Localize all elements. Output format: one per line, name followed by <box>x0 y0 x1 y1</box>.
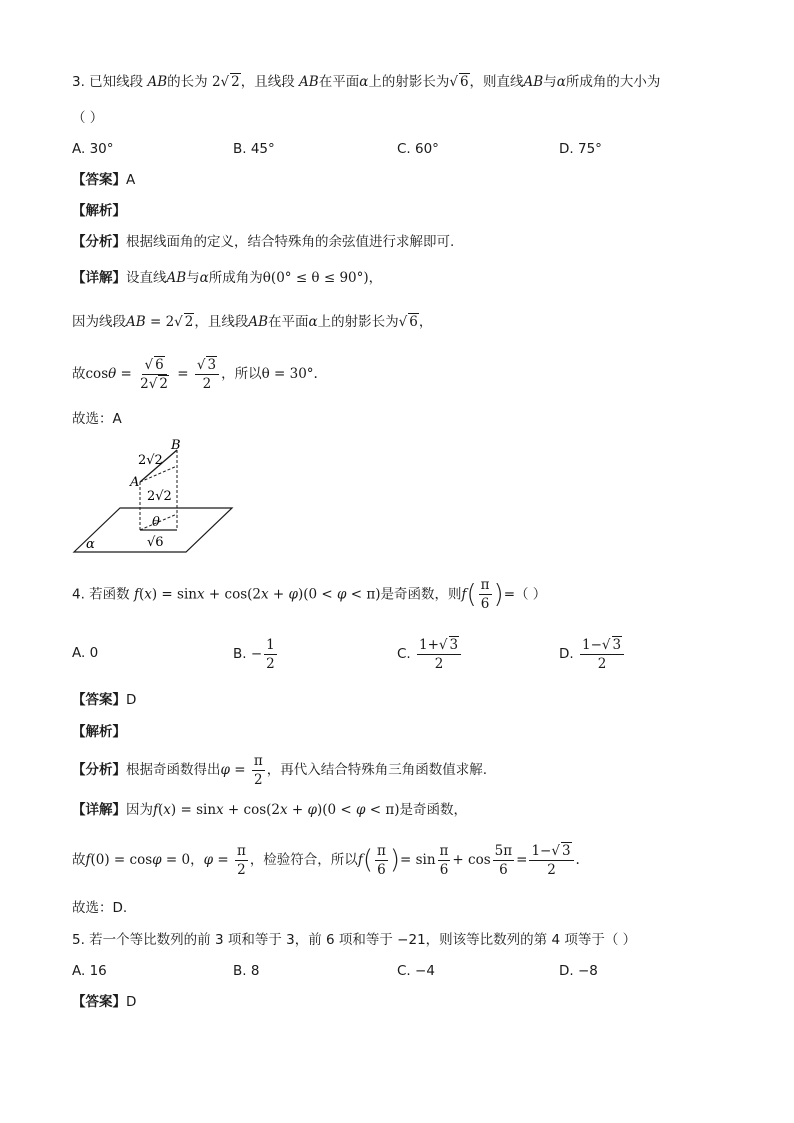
label-alpha: α <box>86 537 95 552</box>
q4-detail: 【详解】因为f(x) = sinx + cos(2x + φ)(0 < φ < π)是奇函数， <box>72 802 468 818</box>
q3-option-d: D. 75° <box>559 141 602 157</box>
q4-analysis-tag: 【解析】 <box>72 724 126 740</box>
q5-option-a: A. 16 <box>72 963 107 979</box>
q5-stem: 5. 若一个等比数列的前 3 项和等于 3，前 6 项和等于 −21，则该等比数列的第 4 项等于（ ） <box>72 932 637 948</box>
label-theta: θ <box>152 515 160 530</box>
q3-stem: 3. 已知线段 AB的长为 2√ 2，且线段 AB在平面α上的射影长为√ 6，则直线AB与α所成角的大小为 <box>72 74 661 90</box>
q3-fenxi: 【分析】根据线面角的定义，结合特殊角的余弦值进行求解即可. <box>72 234 455 250</box>
q4-option-d: D. $\frac{1-√ 3}{2}$ <box>559 634 626 674</box>
q3-answer: 【答案】A <box>72 172 136 188</box>
q4-stem: 4. 若函数 f(x) = sinx + cos(2x + φ)(0 < φ < π)是奇函数，则f( $\frac{\pi}{6}$ )=（ ） <box>72 577 547 612</box>
q3-option-a: A. 30° <box>72 141 114 157</box>
label-a: A <box>130 475 140 490</box>
q3-option-c: C. 60° <box>397 141 439 157</box>
q3-figure <box>70 436 240 556</box>
q4-choose: 故选：D. <box>72 900 128 916</box>
q4-option-b: B. − $\frac{1}{2}$ <box>233 636 275 672</box>
label-len-vert: 2√2 <box>147 489 172 504</box>
q3-paren: （ ） <box>72 110 104 126</box>
label-len-ab: 2√2 <box>138 453 163 468</box>
q3-detail: 【详解】设直线AB与α所成角为θ(0° ≤ θ ≤ 90°)， <box>72 270 383 286</box>
label-proj: √6 <box>147 535 164 550</box>
q3-option-b: B. 45° <box>233 141 275 157</box>
q4-option-a: A. 0 <box>72 645 99 661</box>
q3-because: 因为线段AB = 2√ 2，且线段AB在平面α上的射影长为√ 6， <box>72 314 433 330</box>
q5-option-d: D. −8 <box>559 963 598 979</box>
q5-answer: 【答案】D <box>72 994 137 1010</box>
q5-option-b: B. 8 <box>233 963 260 979</box>
q4-answer: 【答案】D <box>72 692 137 708</box>
q3-so: 故cosθ = $\frac{√ 6}{2√ 2}$ = $\frac{√ 3}{2}$ ，所以θ = 30°. <box>72 356 318 392</box>
q5-option-c: C. −4 <box>397 963 435 979</box>
q4-option-c: C. $\frac{1+√ 3}{2}$ <box>397 634 463 674</box>
q3-choose: 故选：A <box>72 411 122 427</box>
q4-so: 故f(0) = cosφ = 0，φ = $\frac{\pi}{2}$ ，检验符合，所以f( $\frac{\pi}{6}$ )= sin $\frac{\pi}{6}$ + cos $\frac{5\pi}{6}$ = $\frac{1-√ 3}{2}$ . <box>72 842 580 878</box>
label-b: B <box>171 438 181 453</box>
q3-analysis-tag: 【解析】 <box>72 203 126 219</box>
dash-ab-parallel <box>140 466 177 482</box>
q4-fenxi: 【分析】根据奇函数得出φ = $\frac{\pi}{2}$ ，再代入结合特殊角三角函数值求解. <box>72 752 488 788</box>
